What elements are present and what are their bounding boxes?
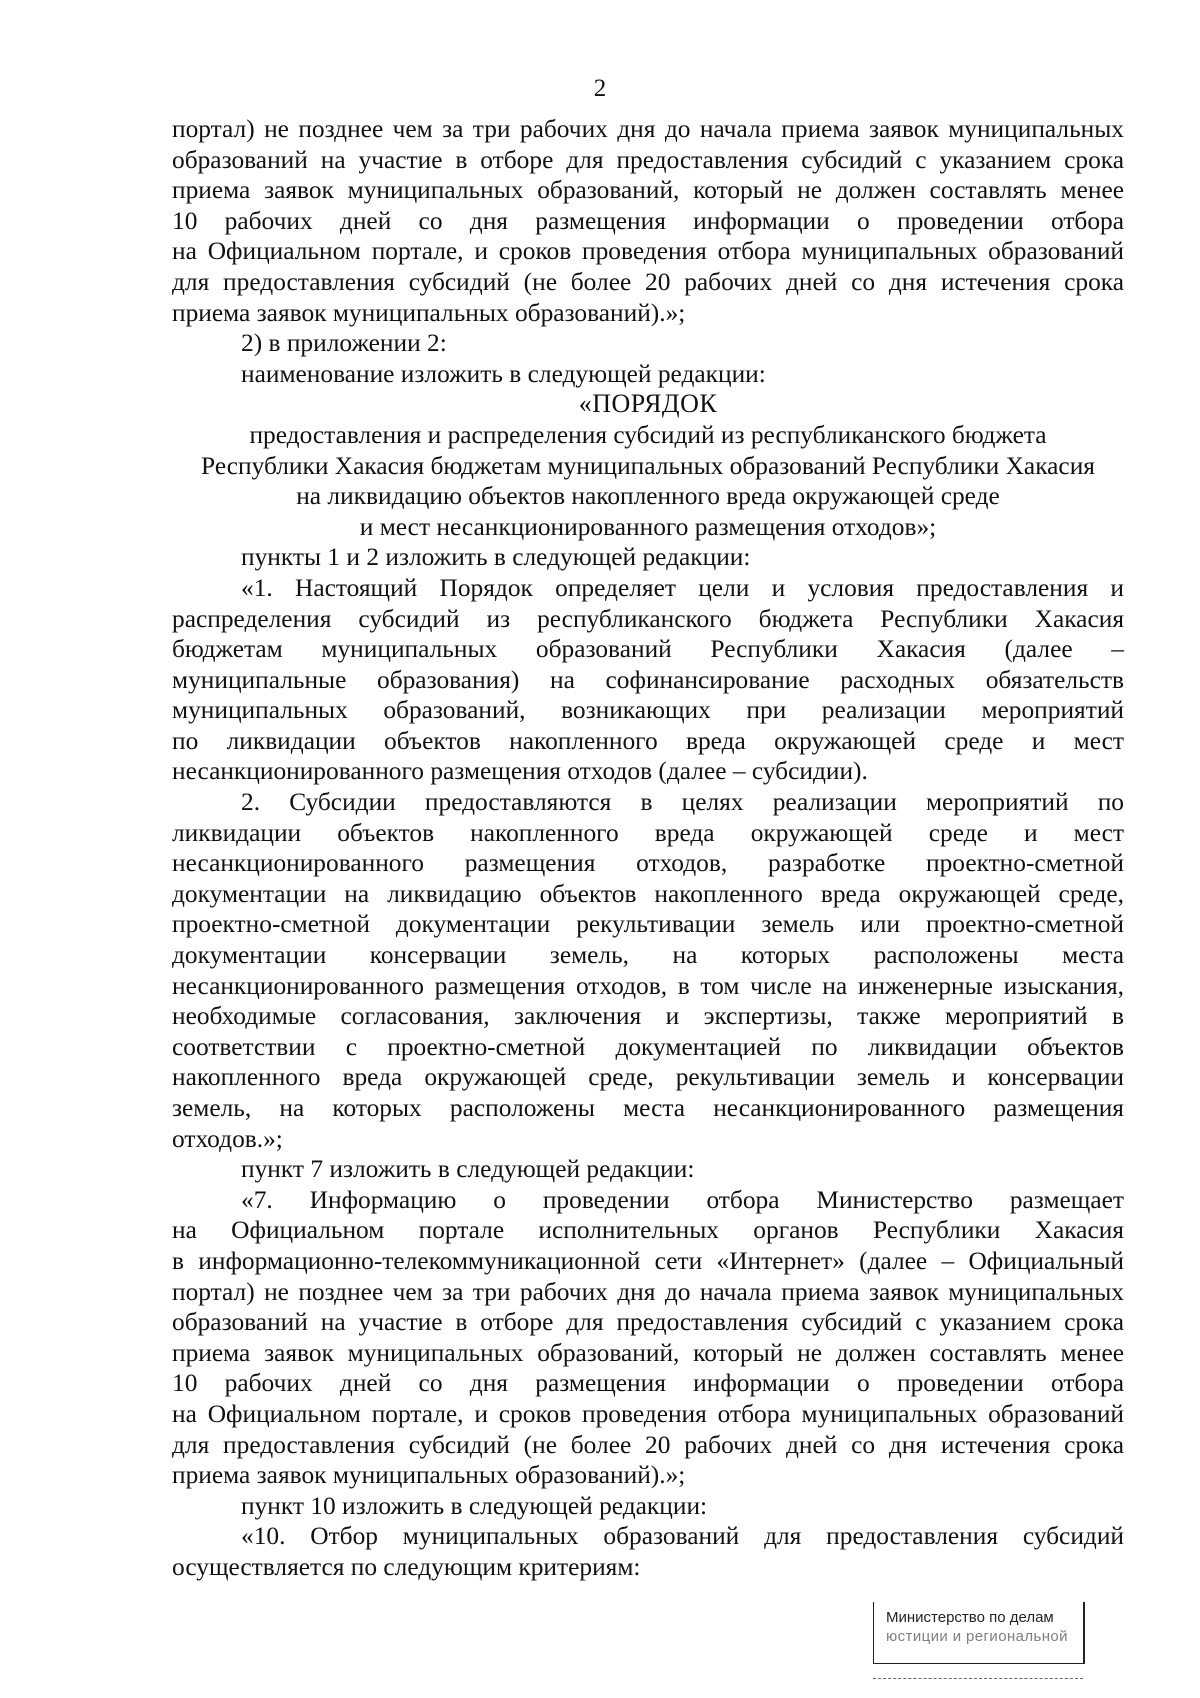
- paragraph-start-line: «10. Отбор муниципальных образований для предоставления субсидий: [241, 1522, 1124, 1551]
- text-line: для предоставления субсидий (не более 20 рабочих дней со дня истечения срока: [172, 267, 1124, 296]
- paragraph-start-line: 2. Субсидии предоставляются в целях реализации мероприятий по: [241, 788, 1124, 817]
- text-line: муниципальные образования) на софинансирование расходных обязательств: [172, 665, 1124, 694]
- paragraph-start-line: «1. Настоящий Порядок определяет цели и условия предоставления и: [241, 573, 1124, 602]
- text-line: портал) не позднее чем за три рабочих дня до начала приема заявок муниципальных: [172, 1277, 1124, 1306]
- stamp-line-2: юстиции и региональной: [886, 1628, 1068, 1645]
- stamp-underline: [873, 1678, 1083, 1681]
- text-line: 10 рабочих дней со дня размещения информации о проведении отбора: [172, 206, 1124, 235]
- text-line: земель, на которых расположены места несанкционированного размещения: [172, 1094, 1124, 1122]
- text-line: несанкционированного размещения отходов, разработке проектно-сметной: [172, 849, 1124, 878]
- text-line: ликвидации объектов накопленного вреда окружающей среде и мест: [172, 818, 1124, 847]
- title-line: Республики Хакасия бюджетам муниципальных образований Республики Хакасия: [201, 451, 1095, 480]
- text-line: на Официальном портале, и сроков проведения отбора муниципальных образований: [172, 1399, 1124, 1428]
- paragraph-start-line: наименование изложить в следующей редакции:: [241, 359, 766, 388]
- text-line: накопленного вреда окружающей среде, рекультивации земель и консервации: [172, 1063, 1124, 1092]
- title-line: на ликвидацию объектов накопленного вреда окружающей среде: [296, 482, 1000, 511]
- text-line: образований на участие в отборе для предоставления субсидий с указанием срока: [172, 1308, 1124, 1337]
- text-line: для предоставления субсидий (не более 20 рабочих дней со дня истечения срока: [172, 1430, 1124, 1459]
- paragraph-start-line: пункты 1 и 2 изложить в следующей редакции:: [241, 543, 751, 572]
- paragraph-start-line: «7. Информацию о проведении отбора Министерство размещает: [241, 1185, 1124, 1214]
- text-line: образований на участие в отборе для предоставления субсидий с указанием срока: [172, 145, 1124, 174]
- title-line: предоставления и распределения субсидий из республиканского бюджета: [249, 420, 1047, 449]
- text-line: на Официальном портале исполнительных органов Республики Хакасия: [172, 1216, 1124, 1245]
- text-line: распределения субсидий из республиканского бюджета Республики Хакасия: [172, 604, 1124, 633]
- page-number: 2: [593, 75, 607, 102]
- text-line: муниципальных образований, возникающих при реализации мероприятий: [172, 696, 1124, 725]
- text-line: осуществляется по следующим критериям:: [172, 1552, 641, 1581]
- text-line: необходимые согласования, заключения и экспертизы, также мероприятий в: [172, 1002, 1124, 1031]
- text-line: несанкционированного размещения отходов (далее – субсидии).: [172, 757, 868, 786]
- text-line: бюджетам муниципальных образований Республики Хакасия (далее –: [172, 635, 1124, 664]
- text-line: по ликвидации объектов накопленного вреда окружающей среде и мест: [172, 726, 1124, 755]
- text-line: приема заявок муниципальных образований, который не должен составлять менее: [172, 1338, 1124, 1367]
- text-line: в информационно-телекоммуникационной сети «Интернет» (далее – Официальный: [172, 1246, 1124, 1275]
- text-line: отходов.»;: [172, 1124, 283, 1153]
- section-heading: «ПОРЯДОК: [578, 389, 718, 419]
- text-line: соответствии с проектно-сметной документацией по ликвидации объектов: [172, 1032, 1124, 1061]
- text-line: на Официальном портале, и сроков проведения отбора муниципальных образований: [172, 237, 1124, 266]
- paragraph-start-line: пункт 10 изложить в следующей редакции:: [241, 1491, 708, 1520]
- title-line: и мест несанкционированного размещения отходов»;: [359, 512, 937, 541]
- text-line: приема заявок муниципальных образований, который не должен составлять менее: [172, 176, 1124, 205]
- registration-stamp: [873, 1602, 1085, 1664]
- stamp-line-1: Министерство по делам: [886, 1609, 1054, 1626]
- text-line: документации консервации земель, на которых расположены места: [172, 941, 1124, 970]
- text-line: 10 рабочих дней со дня размещения информации о проведении отбора: [172, 1369, 1124, 1398]
- text-line: документации на ликвидацию объектов накопленного вреда окружающей среде,: [172, 879, 1124, 908]
- text-line: портал) не позднее чем за три рабочих дня до начала приема заявок муниципальных: [172, 115, 1124, 143]
- paragraph-start-line: пункт 7 изложить в следующей редакции:: [241, 1155, 695, 1184]
- text-line: несанкционированного размещения отходов, в том числе на инженерные изыскания,: [172, 971, 1124, 1000]
- text-line: приема заявок муниципальных образований).»;: [172, 1461, 686, 1490]
- paragraph-start-line: 2) в приложении 2:: [241, 329, 447, 358]
- text-line: проектно-сметной документации рекультивации земель или проектно-сметной: [172, 910, 1124, 939]
- document-body: [172, 114, 1124, 1583]
- text-line: приема заявок муниципальных образований).»;: [172, 298, 686, 327]
